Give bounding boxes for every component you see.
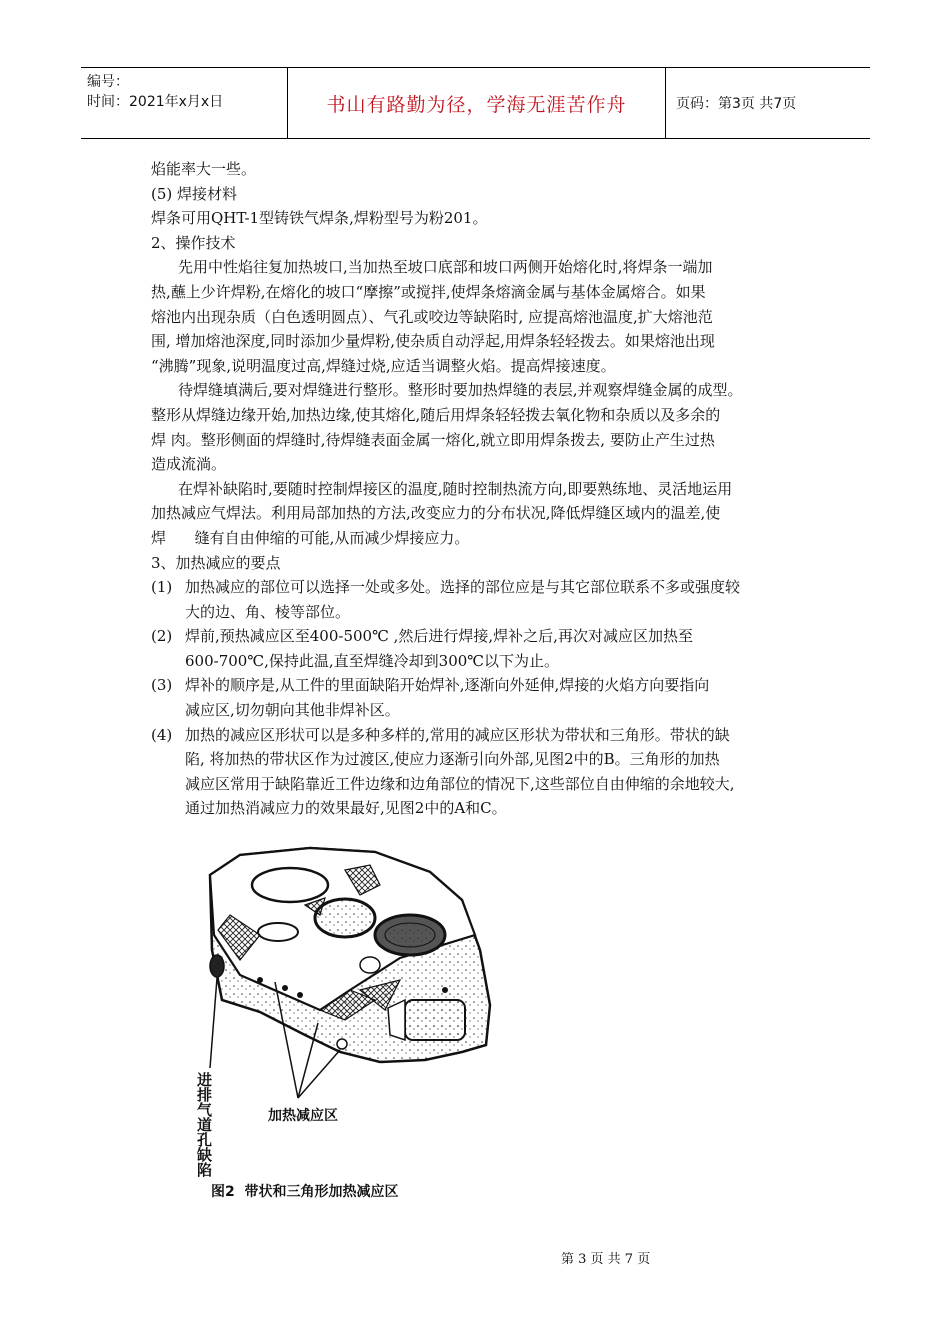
figure-2 xyxy=(195,840,500,1177)
figure-caption: 图2 带状和三角形加热减应区 xyxy=(211,1184,399,1200)
list-item xyxy=(151,673,816,722)
time-label: 时间：2021年x月x日 xyxy=(87,94,224,110)
number-label: 编号： xyxy=(87,74,129,90)
list-item-text: 减应区常用于缺陷靠近工件边缘和边角部位的情况下,这些部位自由伸缩的余地较大, xyxy=(185,774,735,793)
figure-label-vertical: 进排气道孔缺陷 xyxy=(195,1072,213,1177)
list-item-text: 陷, 将加热的带状区作为过渡区,使应力逐渐引向外部,见图2中的B。三角形的加热 xyxy=(185,750,720,769)
cylinder-block-illustration xyxy=(195,840,500,1177)
header-page-code: 页码：第3页 共7页 xyxy=(676,96,797,112)
paragraph-line: 焊 缝有自由伸缩的可能,从而减少焊接应力。 xyxy=(151,528,470,547)
list-item-number: (2) xyxy=(151,627,173,646)
paragraph-line: 在焊补缺陷时,要随时控制焊接区的温度,随时控制热流方向,即要熟练地、灵活地运用 xyxy=(178,479,733,498)
document-body xyxy=(151,157,816,821)
paragraph-line: “沸腾”现象,说明温度过高,焊缝过烧,应适当调整火焰。提高焊接速度。 xyxy=(151,356,616,375)
paragraph-line: 加热减应气焊法。利用局部加热的方法,改变应力的分布状况,降低焊缝区域内的温差,使 xyxy=(151,504,721,523)
list-item xyxy=(151,624,816,673)
section-heading: (5) 焊接材料 xyxy=(151,184,238,203)
list-item-number: (1) xyxy=(151,578,173,597)
paragraph-line: 焊 肉。整形侧面的焊缝时,待焊缝表面金属一熔化,就立即用焊条拨去, 要防止产生过热 xyxy=(151,430,715,449)
paragraph-line: 围, 增加熔池深度,同时添加少量焊粉,使杂质自动浮起,用焊条轻轻拨去。如果熔池出现 xyxy=(151,332,715,351)
list-item-number: (4) xyxy=(151,725,173,744)
list-item-text: 焊前,预热减应区至400-500℃ ,然后进行焊接,焊补之后,再次对减应区加热至 xyxy=(185,627,693,646)
list-item-text: 加热的减应区形状可以是多种多样的,常用的减应区形状为带状和三角形。带状的缺 xyxy=(185,725,730,744)
list-item xyxy=(151,575,816,624)
list-item-text: 焊补的顺序是,从工件的里面缺陷开始焊补,逐渐向外延伸,焊接的火焰方向要指向 xyxy=(185,676,710,695)
paragraph-line: 焊条可用QHT-1型铸铁气焊条,焊粉型号为粉201。 xyxy=(151,209,488,228)
paragraph-line: 焰能率大一些。 xyxy=(151,160,257,178)
paragraph-line: 熔池内出现杂质（白色透明圆点）、气孔或咬边等缺陷时, 应提高熔池温度,扩大熔池范 xyxy=(151,307,713,326)
header-meta xyxy=(81,68,288,138)
list-item-text: 加热减应的部位可以选择一处或多处。选择的部位应是与其它部位联系不多或强度较 xyxy=(185,578,741,597)
page-footer: 第 3 页 共 7 页 xyxy=(561,1252,651,1267)
paragraph-line: 先用中性焰往复加热坡口,当加热至坡口底部和坡口两侧开始熔化时,将焊条一端加 xyxy=(178,258,713,277)
paragraph-line: 待焊缝填满后,要对焊缝进行整形。整形时要加热焊缝的表层,并观察焊缝金属的成型。 xyxy=(178,381,743,400)
figure-label-zone: 加热减应区 xyxy=(268,1108,338,1124)
list-item-text: 减应区,切勿朝向其他非焊补区。 xyxy=(185,701,400,720)
paragraph-line: 整形从焊缝边缘开始,加热边缘,使其熔化,随后用焊条轻轻拨去氧化物和杂质以及多余的 xyxy=(151,405,721,424)
paragraph-line: 造成流淌。 xyxy=(151,455,227,474)
list-item-text: 通过加热消减应力的效果最好,见图2中的A和C。 xyxy=(185,799,507,818)
section-heading: 2、操作技术 xyxy=(151,233,236,252)
list-item-text: 大的边、角、棱等部位。 xyxy=(185,602,351,621)
list-item-text: 600-700℃,保持此温,直至焊缝冷却到300℃以下为止。 xyxy=(185,651,560,670)
list-item-number: (3) xyxy=(151,676,173,695)
section-heading: 3、加热减应的要点 xyxy=(151,553,281,572)
page-header xyxy=(81,67,870,139)
header-motto: 书山有路勤为径，学海无涯苦作舟 xyxy=(288,68,666,138)
paragraph-line: 热,蘸上少许焊粉,在熔化的坡口“摩擦”或搅拌,使焊条熔滴金属与基体金属熔合。如果 xyxy=(151,282,706,301)
list-item xyxy=(151,723,816,821)
